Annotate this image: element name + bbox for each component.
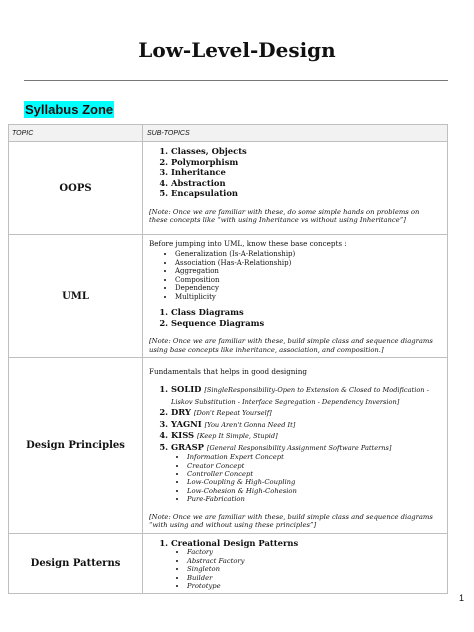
list-item: • Generalization (Is-A-Relationship) [175, 250, 439, 259]
list-item: • Aggregation [175, 267, 439, 276]
table-row-design-principles [9, 358, 448, 534]
principles-intro: Fundamentals that helps in good designing [149, 367, 307, 377]
list-item: • Association (Has-A-Relationship) [175, 259, 439, 268]
principle-name: DRY [171, 407, 191, 418]
list-item: • Abstract Factory [187, 557, 439, 565]
subtopics-uml [143, 235, 448, 358]
grasp-concepts [171, 453, 439, 503]
list-item: • Multiplicity [175, 293, 439, 302]
topic-uml: UML [9, 235, 143, 358]
uml-intro: Before jumping into UML, know these base concepts : [149, 239, 347, 248]
list-item: 1. Class Diagrams [171, 307, 439, 318]
principle-detail: [Keep It Simple, Stupid] [197, 432, 278, 441]
list-item: • Singleton [187, 565, 439, 573]
list-item: 2. Polymorphism [171, 157, 439, 168]
patterns-list [149, 538, 439, 591]
table-row-oops [9, 142, 448, 235]
principles-note: [Note: Once we are familiar with these, build simple class and sequence diagrams “with using and without using these principles”] [149, 512, 433, 530]
principle-detail: [SingleResponsibility-Open to Extension & Closed to Modification - Liskov Substitution - Interface Segregation - Dependency Inversion] [171, 386, 429, 406]
syllabus-table [8, 124, 448, 594]
pattern-category: Creational Design Patterns [171, 537, 299, 548]
header-subtopics: SUB-TOPICS [143, 125, 448, 142]
list-item: • Information Expert Concept [187, 453, 439, 461]
subtopics-design-patterns [143, 533, 448, 594]
list-item: 1. Classes, Objects [171, 146, 439, 157]
list-item [171, 442, 439, 504]
principle-detail: [General Responsibility Assignment Software Patterns] [206, 443, 392, 452]
list-item: • Prototype [187, 582, 439, 590]
topic-design-patterns: Design Patterns [9, 533, 143, 594]
page-number: 1 [458, 593, 464, 603]
list-item: • Composition [175, 276, 439, 285]
list-item: • Factory [187, 548, 439, 556]
principle-detail: [You Aren't Gonna Need It] [204, 420, 296, 429]
principle-name: SOLID [171, 384, 202, 395]
creational-patterns [171, 548, 439, 590]
principle-name: KISS [171, 430, 195, 441]
table-header-row [9, 125, 448, 142]
uml-note: [Note: Once we are familiar with these, build simple class and sequence diagrams using base concepts like inheritance, association, and composition.] [149, 337, 433, 354]
topic-oops: OOPS [9, 142, 143, 235]
table-row-design-patterns [9, 533, 448, 594]
principles-list [149, 384, 439, 503]
list-item [171, 407, 439, 419]
list-item: • Controller Concept [187, 470, 439, 478]
oops-list [149, 146, 439, 199]
title-divider [24, 80, 448, 81]
list-item: 3. Inheritance [171, 167, 439, 178]
list-item [171, 538, 439, 591]
list-item: • Creator Concept [187, 462, 439, 470]
list-item: 2. Sequence Diagrams [171, 318, 439, 329]
list-item: • Dependency [175, 284, 439, 293]
uml-diagram-list [149, 307, 439, 328]
document-title: Low-Level-Design [138, 38, 336, 62]
list-item [171, 384, 439, 407]
table-row-uml [9, 235, 448, 358]
uml-base-concepts [149, 250, 439, 301]
oops-note: [Note: Once we are familiar with these, do some simple hands on problems on these concepts like “with using Inheritance vs without using Inheritance”] [149, 207, 420, 225]
list-item [171, 419, 439, 431]
list-item: • Low-Cohesion & High-Cohesion [187, 487, 439, 495]
list-item: 4. Abstraction [171, 178, 439, 189]
section-heading-syllabus-zone: Syllabus Zone [25, 102, 114, 117]
principle-detail: [Don't Repeat Yourself] [193, 409, 272, 418]
list-item [171, 430, 439, 442]
list-item: • Builder [187, 574, 439, 582]
subtopics-design-principles [143, 358, 448, 534]
subtopics-oops [143, 142, 448, 235]
topic-design-principles: Design Principles [9, 358, 143, 534]
header-topic: TOPIC [9, 125, 143, 142]
list-item: • Low-Coupling & High-Coupling [187, 478, 439, 486]
principle-name: YAGNI [171, 418, 202, 429]
list-item: 5. Encapsulation [171, 188, 439, 199]
principle-name: GRASP [171, 441, 204, 452]
list-item: • Pure-Fabrication [187, 495, 439, 503]
